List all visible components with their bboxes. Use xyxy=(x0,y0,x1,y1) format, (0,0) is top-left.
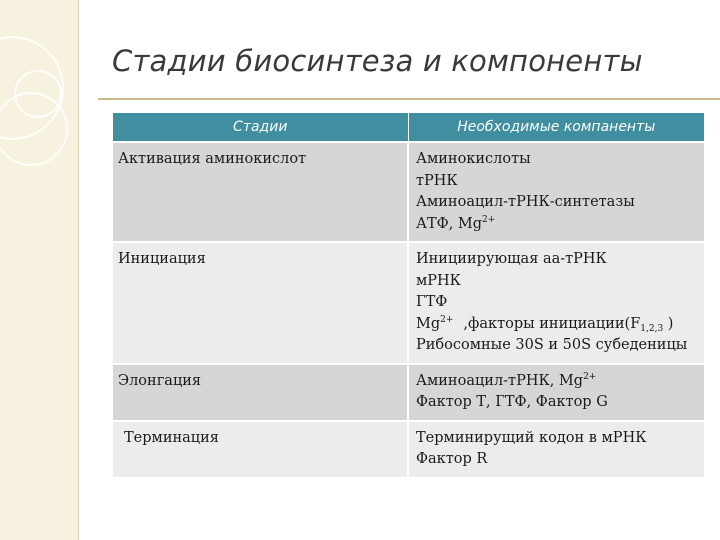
component-line xyxy=(416,371,700,393)
components-cell xyxy=(408,364,704,421)
component-line: ГТФ xyxy=(416,294,448,310)
component-text: ) xyxy=(667,315,674,332)
component-text: ,факторы инициации(F xyxy=(463,315,641,332)
table-header-row xyxy=(113,113,704,142)
component-line: Фактор Т, ГТФ, Фактор G xyxy=(416,394,608,410)
superscript: 2+ xyxy=(482,214,496,225)
header-components: Необходимые компаненты xyxy=(408,113,704,142)
superscript: 2+ xyxy=(440,314,454,325)
component-line: Рибосомные 30S и 50S субеденицы xyxy=(416,337,688,353)
stage-cell: Терминация xyxy=(113,421,408,477)
components-cell xyxy=(408,242,704,364)
component-line: Аминокислоты xyxy=(416,151,531,167)
components-cell xyxy=(408,421,704,477)
components-cell xyxy=(408,142,704,242)
subscript: 1,2,3 xyxy=(640,323,664,334)
stage-cell: Элонгация xyxy=(113,364,408,421)
component-text: Аминоацил-тРНК, Mg xyxy=(416,372,584,389)
component-text: АТФ, Mg xyxy=(416,215,483,232)
title-underline xyxy=(98,98,720,100)
stage-cell: Инициация xyxy=(113,242,408,364)
component-line: Инициирующая аа-тРНК xyxy=(416,251,607,267)
decorative-circle xyxy=(14,70,62,118)
component-text: Mg xyxy=(416,315,441,332)
component-line: Аминоацил-тРНК-синтетазы xyxy=(416,194,635,210)
slide-title: Стадии биосинтеза и компоненты xyxy=(112,44,643,78)
stage-cell: Активация аминокислот xyxy=(113,142,408,242)
decorative-side-strip xyxy=(0,0,79,540)
table-row xyxy=(113,364,704,421)
component-line: Терминирущий кодон в мРНК xyxy=(416,429,647,446)
component-line: тРНК xyxy=(416,172,458,189)
stages-components-table xyxy=(113,113,704,477)
component-line: Фактор R xyxy=(416,451,488,467)
table-row xyxy=(113,421,704,477)
table-row xyxy=(113,242,704,364)
component-line xyxy=(416,214,700,236)
table-row xyxy=(113,142,704,242)
header-stages: Стадии xyxy=(113,113,408,142)
component-line: мРНК xyxy=(416,272,461,289)
superscript: 2+ xyxy=(583,371,597,382)
component-line xyxy=(416,314,700,336)
